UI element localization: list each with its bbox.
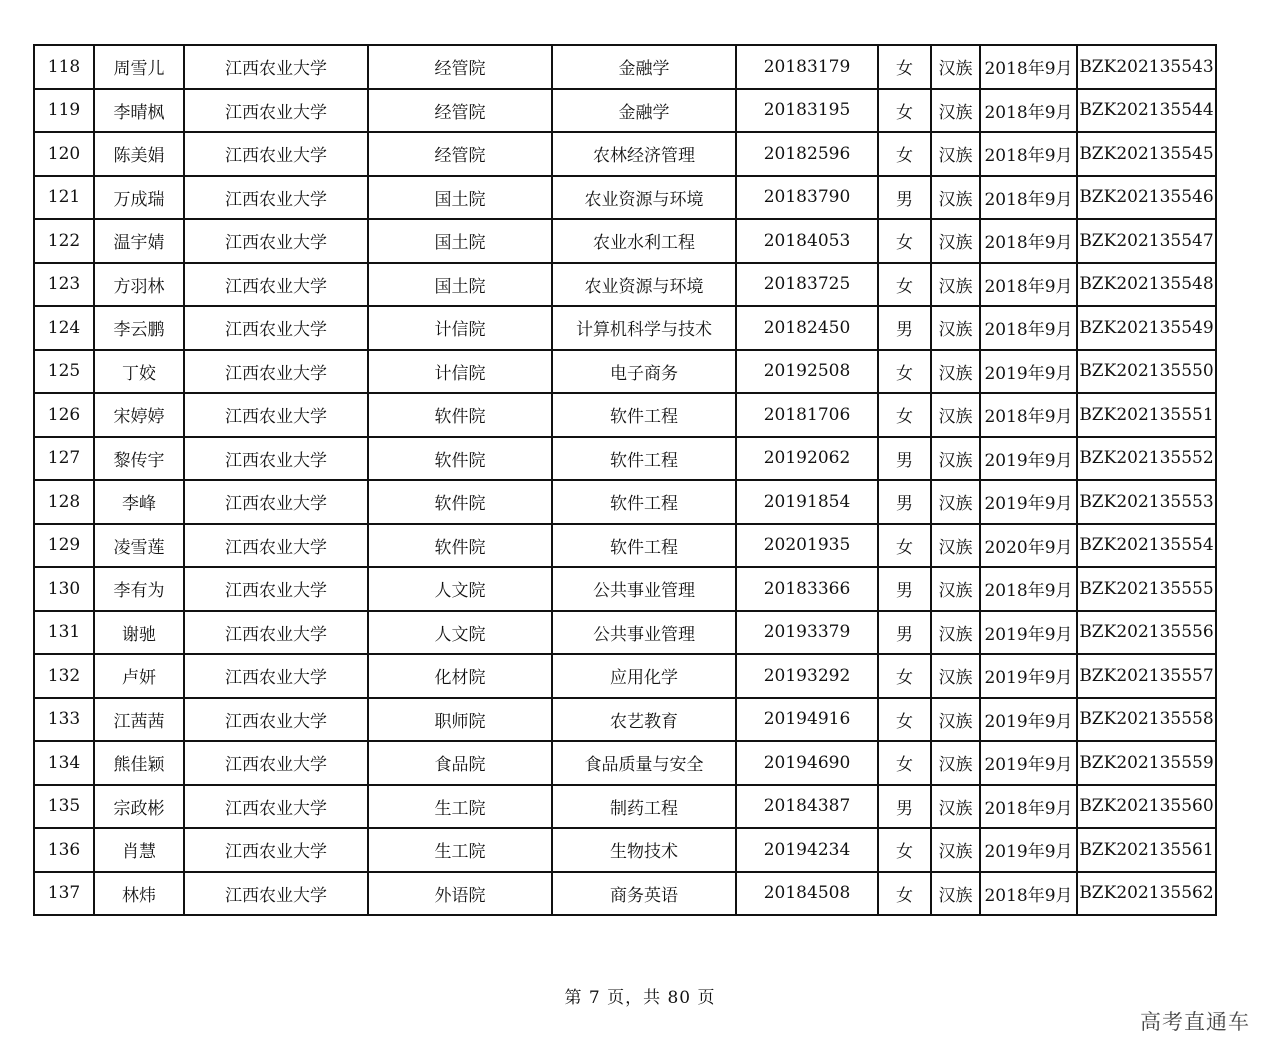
cell-name: 陈美娟 <box>94 132 184 176</box>
cell-name: 周雪儿 <box>94 45 184 89</box>
cell-gender: 女 <box>878 219 931 263</box>
cell-name: 李有为 <box>94 567 184 611</box>
cell-college: 生工院 <box>368 828 552 872</box>
table-row <box>34 567 1216 611</box>
cell-enrollment-date: 2019年9月 <box>980 611 1077 655</box>
cell-student-id: 20193292 <box>736 654 878 698</box>
cell-university: 江西农业大学 <box>184 872 368 916</box>
cell-university: 江西农业大学 <box>184 480 368 524</box>
table-row <box>34 437 1216 481</box>
cell-ethnicity: 汉族 <box>931 219 980 263</box>
cell-gender: 女 <box>878 524 931 568</box>
cell-university: 江西农业大学 <box>184 785 368 829</box>
cell-university: 江西农业大学 <box>184 654 368 698</box>
cell-enrollment-date: 2018年9月 <box>980 132 1077 176</box>
cell-serial-number: 136 <box>34 828 94 872</box>
cell-college: 国土院 <box>368 263 552 307</box>
cell-student-id: 20183725 <box>736 263 878 307</box>
table-row <box>34 611 1216 655</box>
cell-student-id: 20184387 <box>736 785 878 829</box>
cell-serial-number: 128 <box>34 480 94 524</box>
table-row <box>34 785 1216 829</box>
cell-name: 温宇婧 <box>94 219 184 263</box>
cell-enrollment-date: 2019年9月 <box>980 654 1077 698</box>
cell-enrollment-date: 2019年9月 <box>980 437 1077 481</box>
cell-certificate-number: BZK202135557 <box>1077 654 1216 698</box>
cell-ethnicity: 汉族 <box>931 872 980 916</box>
cell-university: 江西农业大学 <box>184 393 368 437</box>
cell-ethnicity: 汉族 <box>931 132 980 176</box>
cell-major: 制药工程 <box>552 785 736 829</box>
cell-enrollment-date: 2019年9月 <box>980 698 1077 742</box>
cell-university: 江西农业大学 <box>184 567 368 611</box>
cell-gender: 女 <box>878 45 931 89</box>
cell-gender: 女 <box>878 350 931 394</box>
cell-university: 江西农业大学 <box>184 698 368 742</box>
cell-major: 软件工程 <box>552 480 736 524</box>
table-row <box>34 306 1216 350</box>
cell-major: 应用化学 <box>552 654 736 698</box>
cell-college: 计信院 <box>368 350 552 394</box>
cell-enrollment-date: 2018年9月 <box>980 89 1077 133</box>
cell-major: 公共事业管理 <box>552 611 736 655</box>
cell-major: 农业水利工程 <box>552 219 736 263</box>
cell-gender: 女 <box>878 828 931 872</box>
cell-name: 李晴枫 <box>94 89 184 133</box>
cell-ethnicity: 汉族 <box>931 567 980 611</box>
cell-enrollment-date: 2018年9月 <box>980 567 1077 611</box>
cell-major: 计算机科学与技术 <box>552 306 736 350</box>
cell-university: 江西农业大学 <box>184 437 368 481</box>
cell-name: 凌雪莲 <box>94 524 184 568</box>
cell-enrollment-date: 2020年9月 <box>980 524 1077 568</box>
table-row <box>34 393 1216 437</box>
cell-serial-number: 137 <box>34 872 94 916</box>
cell-certificate-number: BZK202135543 <box>1077 45 1216 89</box>
table-row <box>34 176 1216 220</box>
cell-university: 江西农业大学 <box>184 828 368 872</box>
cell-student-id: 20184508 <box>736 872 878 916</box>
cell-ethnicity: 汉族 <box>931 437 980 481</box>
cell-name: 方羽林 <box>94 263 184 307</box>
cell-serial-number: 123 <box>34 263 94 307</box>
cell-serial-number: 122 <box>34 219 94 263</box>
cell-major: 软件工程 <box>552 393 736 437</box>
cell-certificate-number: BZK202135546 <box>1077 176 1216 220</box>
cell-college: 人文院 <box>368 611 552 655</box>
table-row <box>34 132 1216 176</box>
cell-ethnicity: 汉族 <box>931 480 980 524</box>
cell-serial-number: 133 <box>34 698 94 742</box>
cell-certificate-number: BZK202135548 <box>1077 263 1216 307</box>
cell-student-id: 20182596 <box>736 132 878 176</box>
cell-gender: 女 <box>878 132 931 176</box>
cell-serial-number: 121 <box>34 176 94 220</box>
cell-student-id: 20194916 <box>736 698 878 742</box>
cell-student-id: 20191854 <box>736 480 878 524</box>
cell-certificate-number: BZK202135547 <box>1077 219 1216 263</box>
cell-name: 江茜茜 <box>94 698 184 742</box>
cell-serial-number: 120 <box>34 132 94 176</box>
table-row <box>34 872 1216 916</box>
cell-enrollment-date: 2019年9月 <box>980 828 1077 872</box>
cell-college: 软件院 <box>368 480 552 524</box>
cell-college: 化材院 <box>368 654 552 698</box>
cell-university: 江西农业大学 <box>184 263 368 307</box>
cell-university: 江西农业大学 <box>184 89 368 133</box>
cell-ethnicity: 汉族 <box>931 176 980 220</box>
cell-university: 江西农业大学 <box>184 306 368 350</box>
cell-student-id: 20193379 <box>736 611 878 655</box>
cell-college: 软件院 <box>368 437 552 481</box>
cell-college: 生工院 <box>368 785 552 829</box>
cell-university: 江西农业大学 <box>184 611 368 655</box>
table-row <box>34 698 1216 742</box>
cell-student-id: 20181706 <box>736 393 878 437</box>
cell-enrollment-date: 2018年9月 <box>980 872 1077 916</box>
cell-college: 外语院 <box>368 872 552 916</box>
cell-ethnicity: 汉族 <box>931 654 980 698</box>
cell-name: 谢驰 <box>94 611 184 655</box>
cell-gender: 女 <box>878 698 931 742</box>
cell-university: 江西农业大学 <box>184 741 368 785</box>
cell-student-id: 20183179 <box>736 45 878 89</box>
cell-college: 职师院 <box>368 698 552 742</box>
cell-enrollment-date: 2018年9月 <box>980 176 1077 220</box>
cell-certificate-number: BZK202135559 <box>1077 741 1216 785</box>
cell-certificate-number: BZK202135545 <box>1077 132 1216 176</box>
cell-name: 丁姣 <box>94 350 184 394</box>
cell-gender: 女 <box>878 654 931 698</box>
cell-ethnicity: 汉族 <box>931 741 980 785</box>
cell-university: 江西农业大学 <box>184 350 368 394</box>
cell-university: 江西农业大学 <box>184 176 368 220</box>
cell-certificate-number: BZK202135551 <box>1077 393 1216 437</box>
cell-ethnicity: 汉族 <box>931 263 980 307</box>
table-row <box>34 741 1216 785</box>
cell-college: 食品院 <box>368 741 552 785</box>
cell-college: 软件院 <box>368 393 552 437</box>
cell-serial-number: 124 <box>34 306 94 350</box>
cell-university: 江西农业大学 <box>184 45 368 89</box>
cell-university: 江西农业大学 <box>184 524 368 568</box>
cell-name: 黎传宇 <box>94 437 184 481</box>
cell-major: 农业资源与环境 <box>552 176 736 220</box>
cell-gender: 男 <box>878 437 931 481</box>
cell-serial-number: 131 <box>34 611 94 655</box>
cell-ethnicity: 汉族 <box>931 785 980 829</box>
cell-college: 计信院 <box>368 306 552 350</box>
cell-gender: 男 <box>878 306 931 350</box>
cell-gender: 男 <box>878 480 931 524</box>
cell-major: 农业资源与环境 <box>552 263 736 307</box>
cell-ethnicity: 汉族 <box>931 611 980 655</box>
cell-major: 公共事业管理 <box>552 567 736 611</box>
cell-ethnicity: 汉族 <box>931 393 980 437</box>
cell-major: 金融学 <box>552 89 736 133</box>
table-row <box>34 828 1216 872</box>
cell-certificate-number: BZK202135555 <box>1077 567 1216 611</box>
watermark: 高考直通车 <box>1140 1010 1250 1034</box>
table-row <box>34 480 1216 524</box>
cell-enrollment-date: 2019年9月 <box>980 350 1077 394</box>
cell-serial-number: 127 <box>34 437 94 481</box>
cell-major: 食品质量与安全 <box>552 741 736 785</box>
cell-major: 农林经济管理 <box>552 132 736 176</box>
cell-ethnicity: 汉族 <box>931 350 980 394</box>
roster-body <box>34 45 1216 915</box>
cell-college: 国土院 <box>368 219 552 263</box>
cell-college: 人文院 <box>368 567 552 611</box>
cell-enrollment-date: 2018年9月 <box>980 785 1077 829</box>
cell-major: 金融学 <box>552 45 736 89</box>
cell-name: 李云鹏 <box>94 306 184 350</box>
cell-certificate-number: BZK202135552 <box>1077 437 1216 481</box>
table-row <box>34 89 1216 133</box>
cell-student-id: 20183366 <box>736 567 878 611</box>
cell-name: 肖慧 <box>94 828 184 872</box>
cell-student-id: 20182450 <box>736 306 878 350</box>
cell-student-id: 20194234 <box>736 828 878 872</box>
cell-name: 卢妍 <box>94 654 184 698</box>
cell-enrollment-date: 2018年9月 <box>980 306 1077 350</box>
cell-enrollment-date: 2018年9月 <box>980 45 1077 89</box>
cell-ethnicity: 汉族 <box>931 306 980 350</box>
cell-university: 江西农业大学 <box>184 132 368 176</box>
cell-student-id: 20192508 <box>736 350 878 394</box>
table-row <box>34 350 1216 394</box>
cell-student-id: 20194690 <box>736 741 878 785</box>
cell-gender: 男 <box>878 785 931 829</box>
table-row <box>34 219 1216 263</box>
cell-gender: 男 <box>878 176 931 220</box>
cell-college: 国土院 <box>368 176 552 220</box>
cell-certificate-number: BZK202135558 <box>1077 698 1216 742</box>
cell-name: 宋婷婷 <box>94 393 184 437</box>
cell-student-id: 20201935 <box>736 524 878 568</box>
cell-name: 熊佳颖 <box>94 741 184 785</box>
cell-student-id: 20184053 <box>736 219 878 263</box>
cell-enrollment-date: 2018年9月 <box>980 219 1077 263</box>
page-footer: 第 7 页，共 80 页 <box>564 988 716 1008</box>
cell-certificate-number: BZK202135553 <box>1077 480 1216 524</box>
cell-certificate-number: BZK202135561 <box>1077 828 1216 872</box>
cell-certificate-number: BZK202135554 <box>1077 524 1216 568</box>
cell-serial-number: 135 <box>34 785 94 829</box>
cell-college: 软件院 <box>368 524 552 568</box>
cell-gender: 女 <box>878 263 931 307</box>
cell-serial-number: 134 <box>34 741 94 785</box>
cell-student-id: 20192062 <box>736 437 878 481</box>
cell-serial-number: 129 <box>34 524 94 568</box>
cell-university: 江西农业大学 <box>184 219 368 263</box>
cell-gender: 女 <box>878 872 931 916</box>
cell-certificate-number: BZK202135549 <box>1077 306 1216 350</box>
cell-name: 万成瑞 <box>94 176 184 220</box>
table-row <box>34 263 1216 307</box>
cell-major: 商务英语 <box>552 872 736 916</box>
cell-student-id: 20183790 <box>736 176 878 220</box>
cell-ethnicity: 汉族 <box>931 524 980 568</box>
cell-ethnicity: 汉族 <box>931 89 980 133</box>
cell-certificate-number: BZK202135544 <box>1077 89 1216 133</box>
cell-college: 经管院 <box>368 45 552 89</box>
cell-serial-number: 118 <box>34 45 94 89</box>
cell-certificate-number: BZK202135550 <box>1077 350 1216 394</box>
cell-serial-number: 126 <box>34 393 94 437</box>
cell-ethnicity: 汉族 <box>931 45 980 89</box>
student-roster-table <box>33 44 1217 916</box>
cell-major: 生物技术 <box>552 828 736 872</box>
cell-name: 宗政彬 <box>94 785 184 829</box>
cell-certificate-number: BZK202135560 <box>1077 785 1216 829</box>
cell-major: 电子商务 <box>552 350 736 394</box>
cell-enrollment-date: 2018年9月 <box>980 263 1077 307</box>
cell-name: 林炜 <box>94 872 184 916</box>
cell-certificate-number: BZK202135556 <box>1077 611 1216 655</box>
cell-name: 李峰 <box>94 480 184 524</box>
cell-gender: 男 <box>878 611 931 655</box>
cell-gender: 男 <box>878 567 931 611</box>
cell-gender: 女 <box>878 741 931 785</box>
cell-serial-number: 125 <box>34 350 94 394</box>
cell-major: 农艺教育 <box>552 698 736 742</box>
cell-serial-number: 130 <box>34 567 94 611</box>
cell-enrollment-date: 2019年9月 <box>980 480 1077 524</box>
cell-college: 经管院 <box>368 89 552 133</box>
cell-enrollment-date: 2019年9月 <box>980 741 1077 785</box>
cell-serial-number: 132 <box>34 654 94 698</box>
cell-certificate-number: BZK202135562 <box>1077 872 1216 916</box>
cell-major: 软件工程 <box>552 524 736 568</box>
cell-serial-number: 119 <box>34 89 94 133</box>
cell-college: 经管院 <box>368 132 552 176</box>
cell-student-id: 20183195 <box>736 89 878 133</box>
cell-ethnicity: 汉族 <box>931 698 980 742</box>
table-row <box>34 524 1216 568</box>
cell-major: 软件工程 <box>552 437 736 481</box>
cell-gender: 女 <box>878 89 931 133</box>
table-row <box>34 45 1216 89</box>
cell-enrollment-date: 2018年9月 <box>980 393 1077 437</box>
cell-gender: 女 <box>878 393 931 437</box>
cell-ethnicity: 汉族 <box>931 828 980 872</box>
table-row <box>34 654 1216 698</box>
